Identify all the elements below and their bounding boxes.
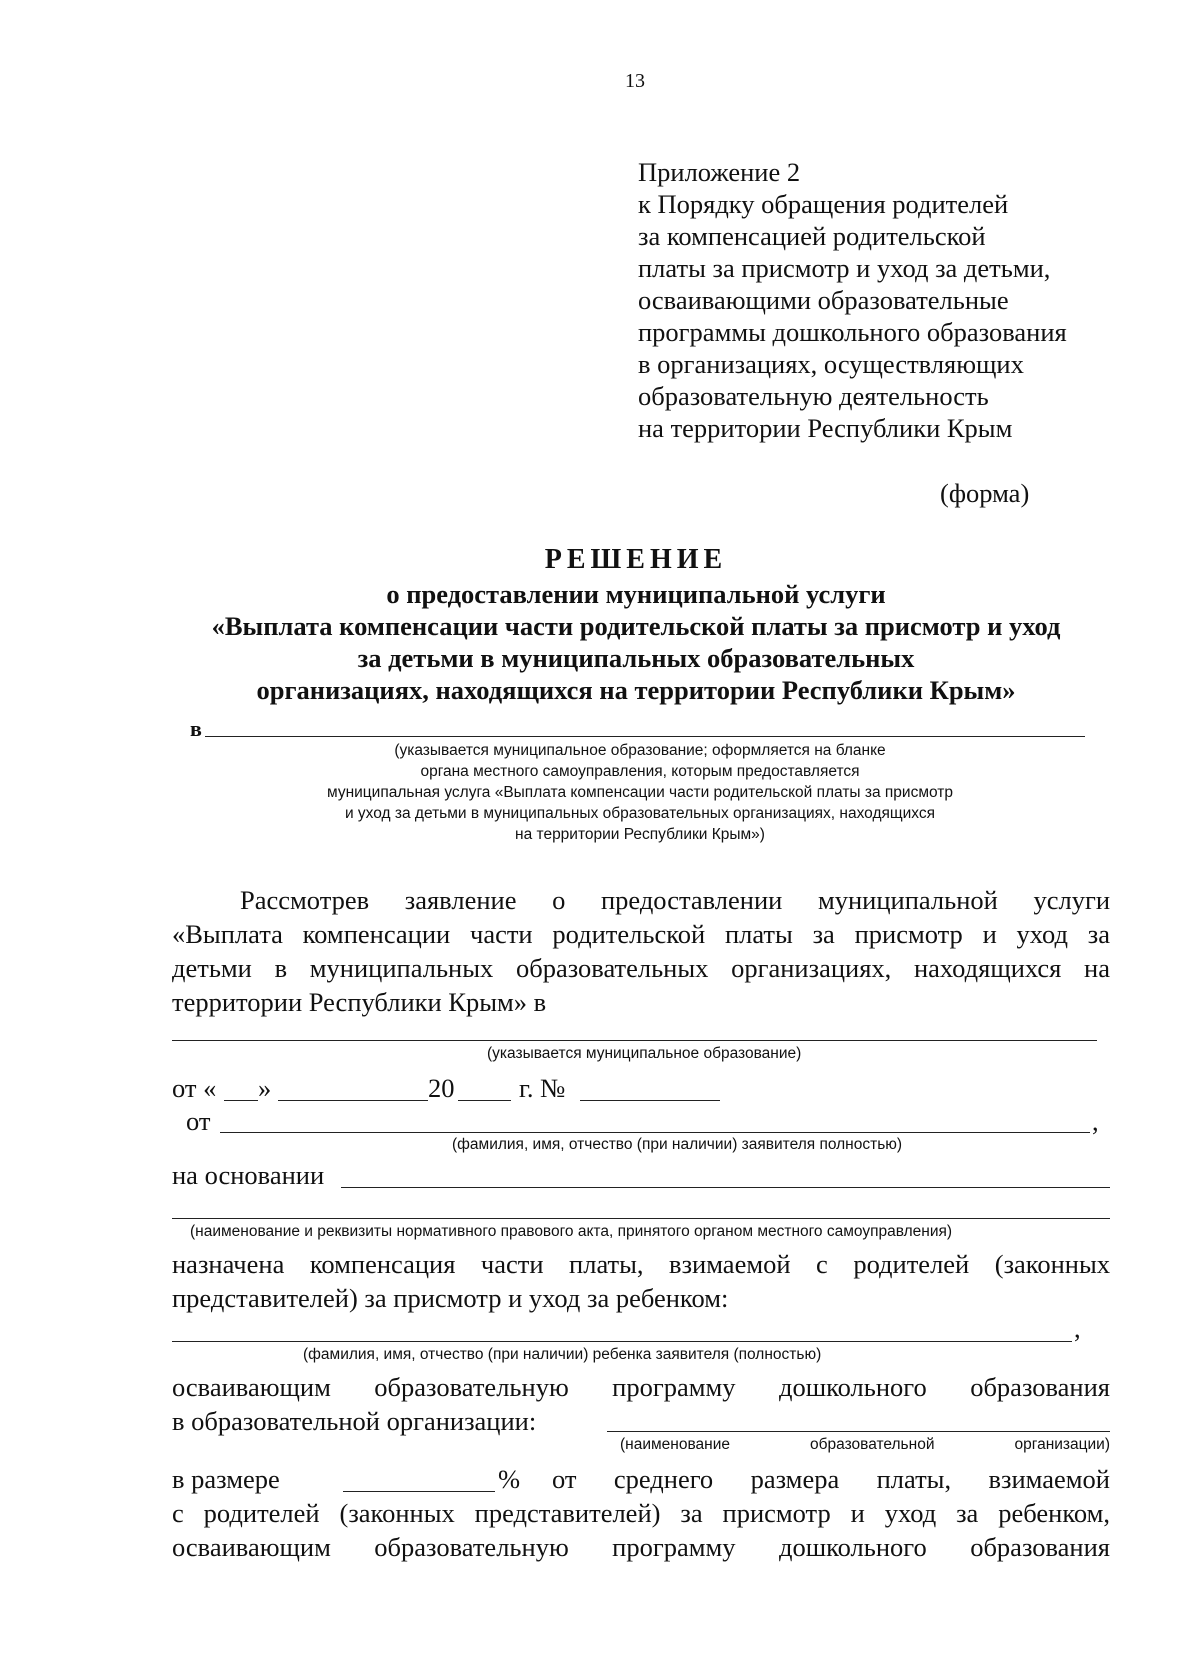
municipality-hint-2: (указывается муниципальное образование) [487,1045,802,1062]
applicant-fill-line[interactable] [220,1132,1090,1133]
org-fill-line[interactable] [607,1431,1110,1432]
child-fill-line[interactable] [172,1341,1072,1342]
closing-line: с родителей (законных представителей) за присмотр и уход за ребенком, [172,1498,1110,1528]
subtitle-line: «Выплата компенсации части родительской платы за присмотр и уход [211,611,1061,641]
document-subtitle [0,578,1200,706]
date-ot: от « [172,1073,217,1103]
appendix-line: на территории Республики Крым [638,413,1013,443]
assigned-line: назначена компенсация части платы, взимаемой с родителей (законных [172,1249,1110,1279]
subtitle-line: о предоставлении муниципальной услуги [386,579,886,609]
hint-line: муниципальная услуга «Выплата компенсации части родительской платы за присмотр [327,784,953,801]
amount-suffix: от среднего размера платы, взимаемой [552,1464,1110,1494]
hint-line: (указывается муниципальное образование; оформляется на бланке [394,742,886,759]
basis-fill-line-2[interactable] [172,1218,1110,1219]
paragraph-line: территории Республики Крым» в [172,987,547,1017]
paragraph-line: детьми в муниципальных образовательных организациях, находящихся на [172,953,1110,983]
assigned-line: представителей) за присмотр и уход за ребенком: [172,1283,729,1313]
appendix-line: к Порядку обращения родителей [638,189,1009,219]
form-label: (форма) [940,478,1030,508]
org-label: в образовательной организации: [172,1406,537,1436]
municipality-hint [0,740,1200,845]
subtitle-line: организациях, находящихся на территории Республики Крым» [256,675,1016,705]
day-field[interactable] [224,1100,258,1101]
applicant-hint: (фамилия, имя, отчество (при наличии) заявителя полностью) [452,1136,903,1153]
month-field[interactable] [278,1100,428,1101]
appendix-line: в организациях, осуществляющих [638,349,1024,379]
municipality-fill-line-2[interactable] [172,1040,1097,1041]
date-year-prefix: 20 [428,1073,455,1103]
basis-fill-line[interactable] [341,1187,1110,1188]
applicant-comma: , [1092,1106,1099,1136]
page-number: 13 [625,70,645,92]
applicant-ot: от [186,1106,211,1136]
number-label: г. № [519,1073,566,1103]
appendix-block [638,156,1158,444]
date-close-quote: » [258,1073,272,1103]
appendix-line: осваивающими образовательные [638,285,1009,315]
amount-prefix: в размере [172,1464,280,1494]
hint-line: и уход за детьми в муниципальных образовательных организациях, находящихся [344,805,936,822]
paragraph-line: «Выплата компенсации части родительской платы за присмотр и уход за [172,919,1110,949]
v-prefix: в [190,716,202,741]
document-title: РЕШЕНИЕ [544,544,728,575]
org-hint: (наименование образовательной организации) [620,1436,1110,1453]
year-field[interactable] [458,1100,511,1101]
basis-hint: (наименование и реквизиты нормативного правового акта, принятого органом местного самоуправления) [190,1223,953,1240]
appendix-line: образовательную деятельность [638,381,989,411]
appendix-line: за компенсацией родительской [638,221,986,251]
child-comma: , [1074,1313,1081,1343]
studying-line: осваивающим образовательную программу дошкольного образования [172,1372,1110,1402]
percent-field[interactable] [343,1491,495,1492]
subtitle-line: за детьми в муниципальных образовательных [357,643,915,673]
appendix-line: Приложение 2 [638,157,801,187]
paragraph-line: Рассмотрев заявление о предоставлении муниципальной услуги [240,885,1110,915]
child-hint: (фамилия, имя, отчество (при наличии) ребенка заявителя (полностью) [303,1346,822,1363]
percent-sign: % [498,1464,521,1494]
appendix-line: программы дошкольного образования [638,317,1067,347]
appendix-line: платы за присмотр и уход за детьми, [638,253,1051,283]
basis-label: на основании [172,1160,325,1190]
municipality-fill-line[interactable] [205,736,1085,737]
closing-line: осваивающим образовательную программу дошкольного образования [172,1532,1110,1562]
hint-line: органа местного самоуправления, которым предоставляется [420,763,860,780]
number-field[interactable] [580,1100,720,1101]
hint-line: на территории Республики Крым») [515,826,765,843]
